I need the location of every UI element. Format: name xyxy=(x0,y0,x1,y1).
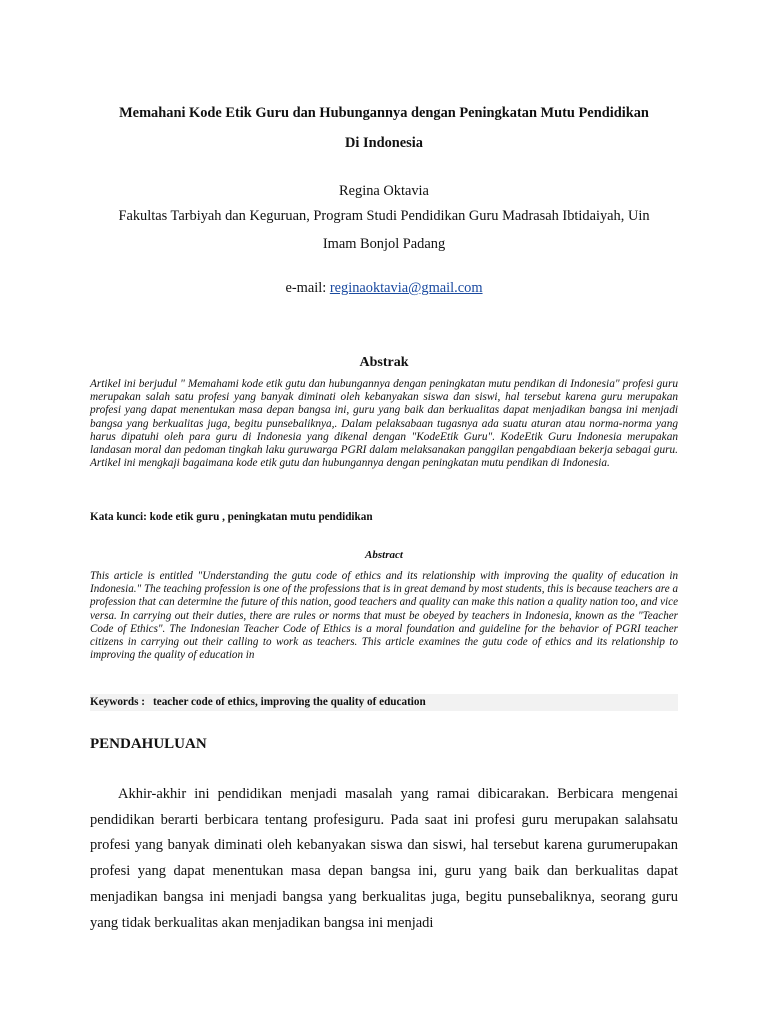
abstract-heading: Abstract xyxy=(365,549,403,561)
abstrak-body: Artikel ini berjudul " Memahami kode etik gutu dan hubungannya dengan peningkatan mutu pendikan di Indonesia" profesi guru merupakan salah satu profesi yang banyak diminati oleh kebanyakan siswa dan siswi, hal tersebut karena guru merupakan profesi yang dapat menentukan masa depan bangsa ini, guru yang baik dan berkualitas dapat menjadikan bangsa ini menjadi bangsa yang berkualitas juga, begitu punsebaliknya,. Dalam pelaksabaan tugasnya ada suatu aturan atau norma-norma yang harus dipatuhi oleh para guru di Indonesia yang dikenal dengan "KodeEtik Guru". KodeEtik Guru Indonesia merupakan landasan moral dan pedoman tingkah laku guruwarga PGRI dalam melaksanakan panggilan pengabdiaan bekerja sebagai guru. Artikel ini mengkaji bagaimana kode etik gutu dan hubungannya dengan peningkatan mutu pendikan di Indonesia. xyxy=(90,378,678,470)
paper-title-line-1: Memahani Kode Etik Guru dan Hubungannya dengan Peningkatan Mutu Pendidikan xyxy=(119,105,649,121)
email-line xyxy=(90,277,678,299)
keywords-label: Keywords : xyxy=(90,696,145,708)
abstract-body: This article is entitled "Understanding the gutu code of ethics and its relationship with improving the quality of education in Indonesia." The teaching profession is one of the professions that is in great demand by most students, this is because teachers are a profession that can determine the future of this nation, good teachers and quality can make this nation a quality nation too, and vice versa. In carrying out their duties, there are rules or norms that must be obeyed by teachers in Indonesia, known as the "Teacher Code of Ethics". The Indonesian Teacher Code of Ethics is a moral foundation and guideline for the behavior of PGRI teacher citizens in carrying out their calling to work as teachers. This article examines the gutu code of ethics and its relationship to improving the quality of education in xyxy=(90,570,678,662)
intro-paragraph: Akhir-akhir ini pendidikan menjadi masalah yang ramai dibicarakan. Berbicara mengenai pendidikan berarti berbicara tentang profesiguru. Pada saat ini profesi guru merupakan salahsatu profesi yang banyak diminati oleh kebanyakan siswa dan siswi, hal tersebut karena gurumerupakan profesi yang dapat menentukan masa depan bangsa ini, guru yang baik dan berkualitas dapat menjadikan bangsa ini menjadi bangsa yang berkualitas juga, begitu punsebaliknya, seorang guru yang tidak berkualitas akan menjadikan bangsa ini menjadi xyxy=(90,786,678,931)
email-link[interactable]: reginaoktavia@gmail.com xyxy=(329,280,483,296)
keywords-line xyxy=(90,694,678,711)
section-heading-pendahuluan: PENDAHULUAN xyxy=(90,736,207,752)
affiliation-line-1: Fakultas Tarbiyah dan Keguruan, Program Studi Pendidikan Guru Madrasah Ibtidaiyah, Uin xyxy=(118,208,650,224)
author-affiliation xyxy=(90,202,678,258)
kata-kunci: Kata kunci: kode etik guru , peningkatan mutu pendidikan xyxy=(90,511,373,523)
abstrak-heading: Abstrak xyxy=(359,355,409,370)
affiliation-line-2: Imam Bonjol Padang xyxy=(322,236,446,252)
author-name: Regina Oktavia xyxy=(339,183,429,199)
paper-title-line-2: Di Indonesia xyxy=(345,135,423,151)
keywords-value: teacher code of ethics, improving the quality of education xyxy=(153,696,426,708)
email-label: e-mail: xyxy=(285,280,327,296)
paper-title xyxy=(90,98,678,158)
